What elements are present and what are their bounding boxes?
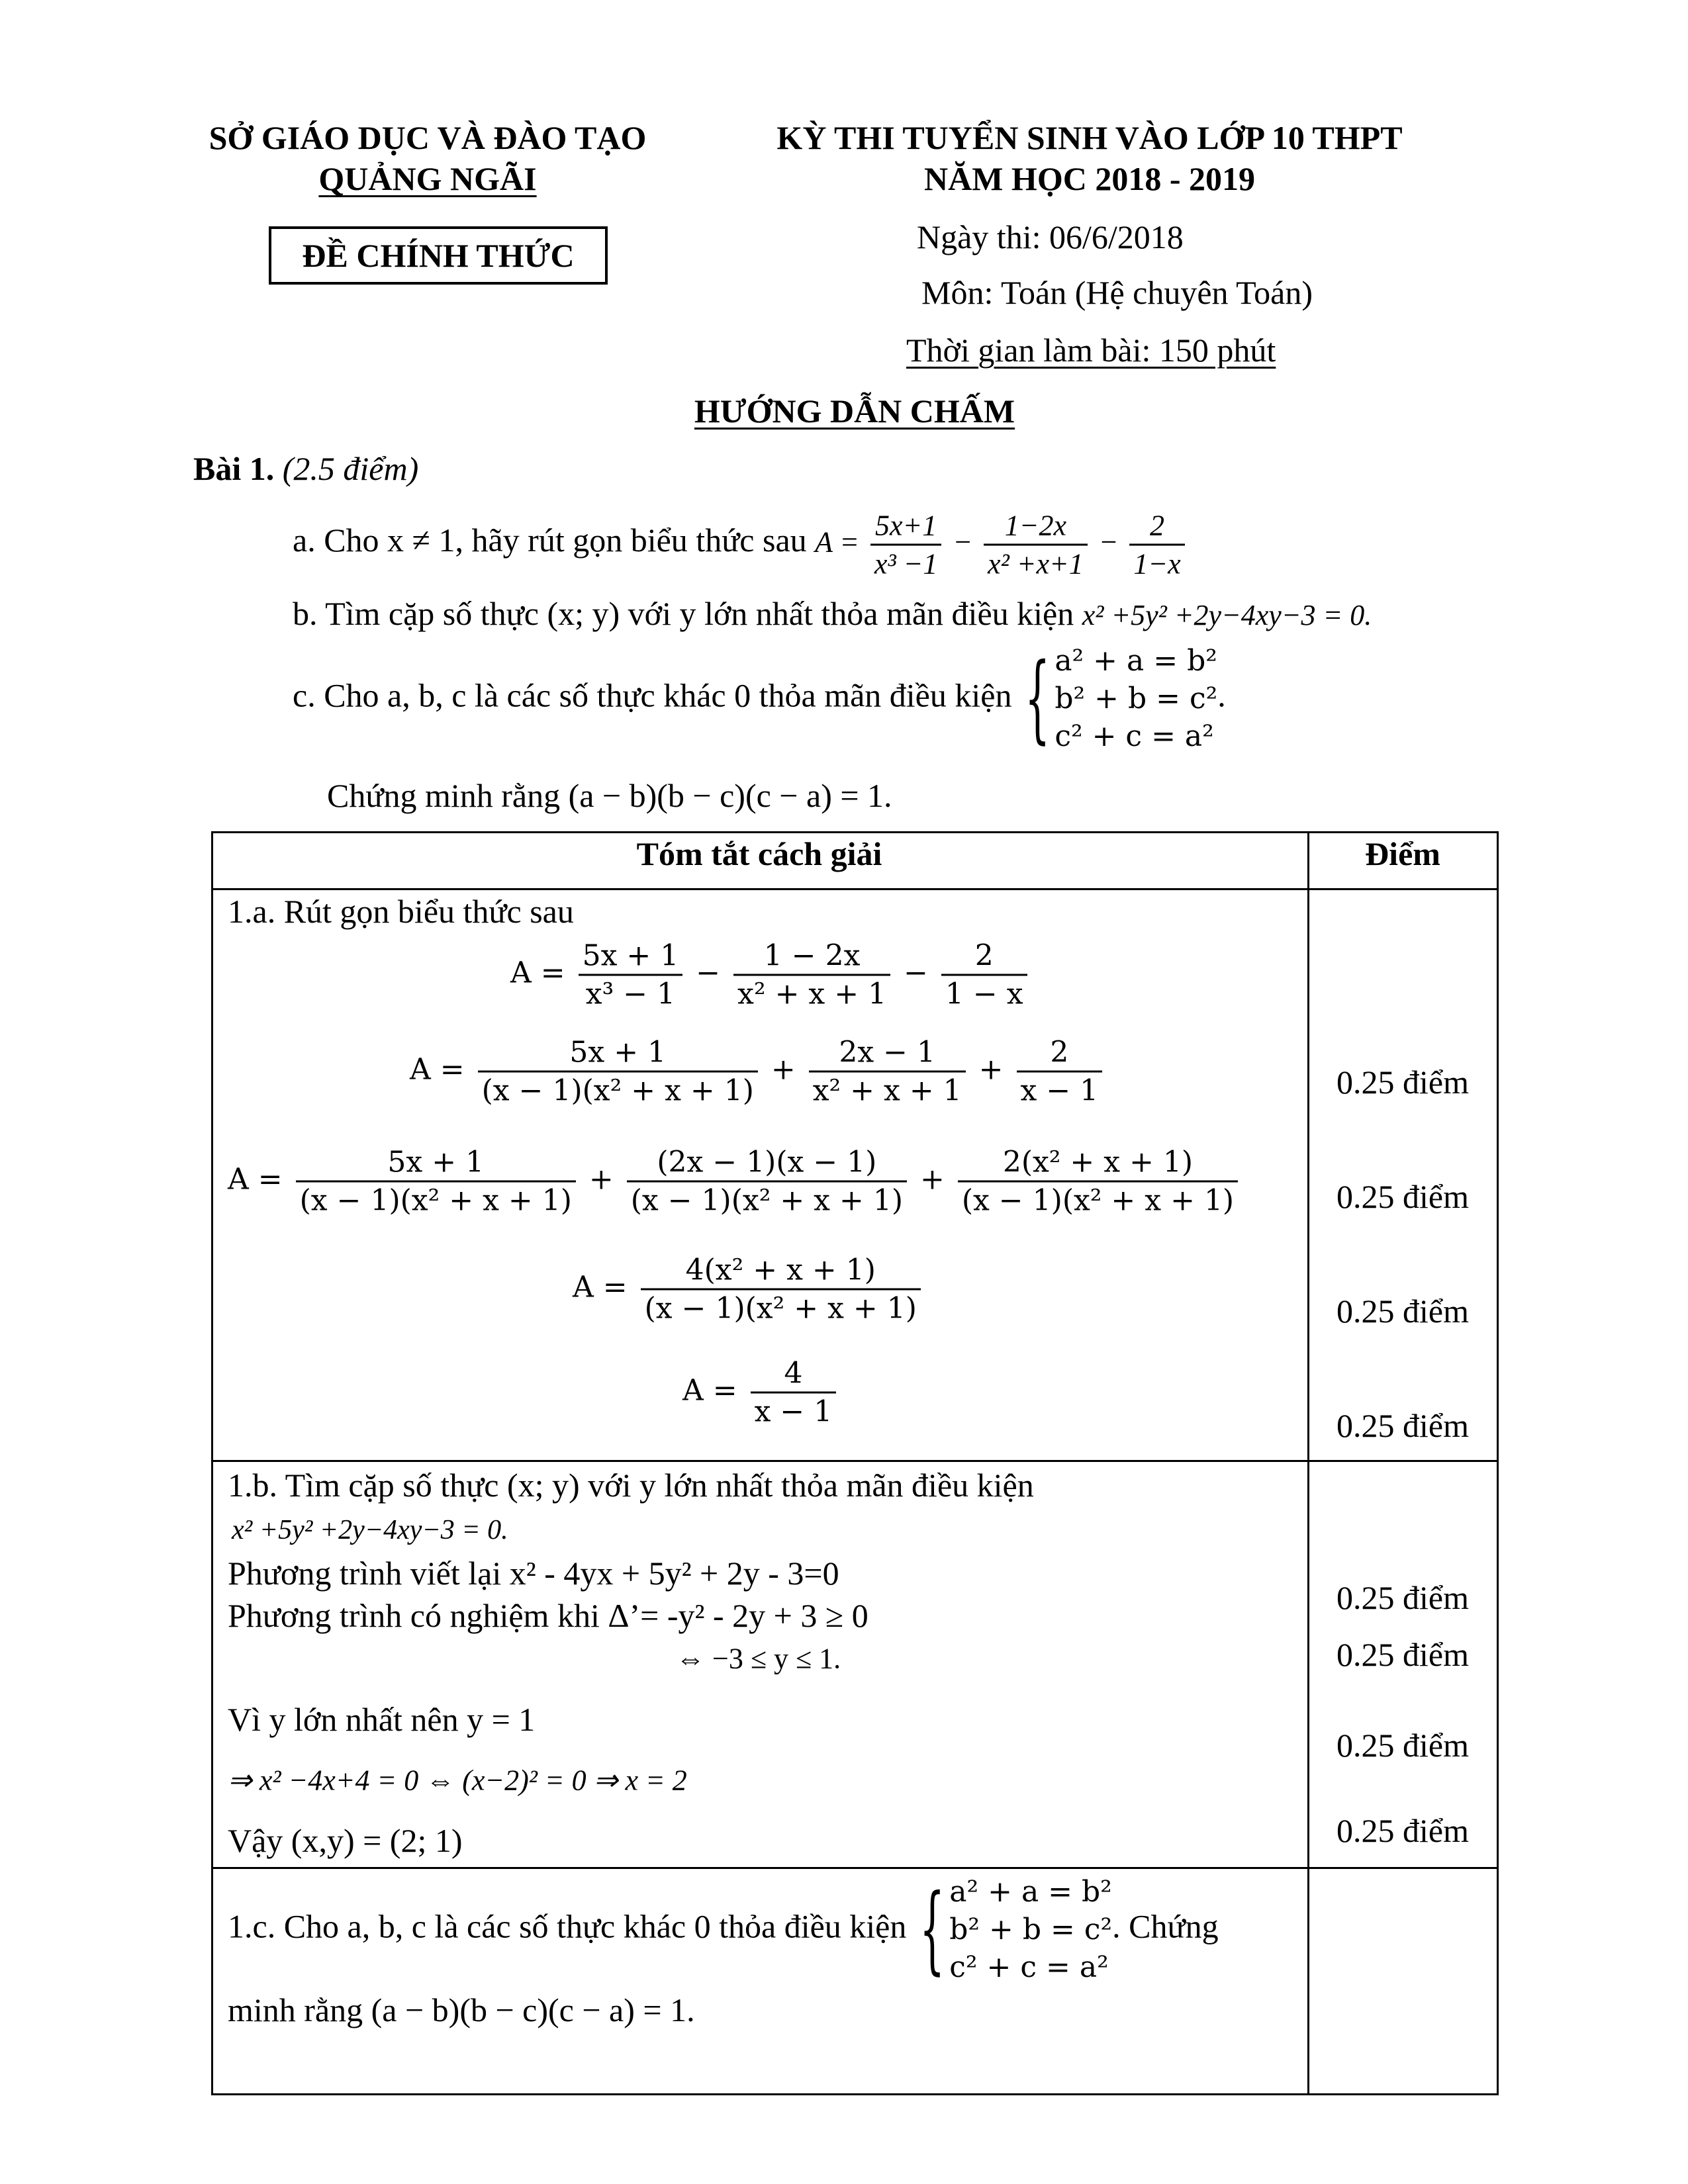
formula-term: A =: [228, 1162, 292, 1197]
row-b-max-y: Vì y lớn nhất nên y = 1: [228, 1701, 536, 1738]
fraction: [627, 1144, 907, 1219]
header-solution: Tóm tắt cách giải: [636, 835, 882, 872]
score: 0.25 điểm: [1336, 1812, 1469, 1849]
system-equation: c² + c = a²: [949, 1950, 1109, 1985]
denominator: x − 1: [1020, 1073, 1099, 1108]
row-b-range: ⇔ −3 ≤ y ≤ 1.: [676, 1642, 841, 1675]
system-equation: b² + b = c²: [949, 1913, 1113, 1947]
denominator: (x − 1)(x² + x + 1): [299, 1183, 572, 1218]
score: 0.25 điểm: [1336, 1293, 1469, 1330]
exam-date: Ngày thi: 06/6/2018: [917, 218, 1184, 255]
fraction: [478, 1034, 758, 1109]
exam-subject: Môn: Toán (Hệ chuyên Toán): [921, 274, 1313, 311]
numerator: 5x + 1: [478, 1034, 758, 1073]
row-b-heading: 1.b. Tìm cặp số thực (x; y) với y lớn nhất thỏa mãn điều kiện: [228, 1467, 1034, 1504]
score: 0.25 điểm: [1336, 1064, 1469, 1101]
department-name: SỞ GIÁO DỤC VÀ ĐÀO TẠO: [209, 119, 647, 156]
page-title: HƯỚNG DẪN CHẤM: [694, 392, 1015, 430]
fraction: [641, 1252, 921, 1327]
column-divider: [1307, 831, 1309, 2095]
denominator: (x − 1)(x² + x + 1): [961, 1183, 1235, 1218]
row-a-formula-3: [228, 1144, 1242, 1219]
part-c-text: c. Cho a, b, c là các số thực khác 0 thỏa mãn điều kiện: [293, 676, 1012, 714]
part-b-text: b. Tìm cặp số thực (x; y) với y lớn nhất thỏa mãn điều kiện: [293, 595, 1074, 632]
prove-statement: Chứng minh rằng (a − b)(b − c)(c − a) = 1.: [327, 777, 892, 814]
fraction: [870, 508, 941, 582]
denominator: x − 1: [754, 1394, 833, 1429]
formula-term: −: [1091, 525, 1126, 559]
score: 0.25 điểm: [1336, 1178, 1469, 1215]
row-a-formula-1: [510, 938, 1031, 1013]
denominator: x³ − 1: [585, 977, 676, 1011]
formula-term: A =: [815, 525, 867, 559]
part-c-suffix: .: [1217, 676, 1226, 714]
fraction: [984, 508, 1088, 582]
problem-points: (2.5 điểm): [282, 450, 419, 487]
row-c-statement: [228, 1873, 1219, 1987]
row-b-answer: Vậy (x,y) = (2; 1): [228, 1822, 463, 1859]
numerator: 2(x² + x + 1): [958, 1144, 1238, 1183]
row-divider: [211, 888, 1499, 890]
denominator: 1 − x: [945, 977, 1023, 1011]
system-equation: b² + b = c²: [1055, 682, 1218, 716]
formula-term: −: [686, 956, 730, 990]
school-year: NĂM HỌC 2018 - 2019: [924, 160, 1255, 197]
problem-label: Bài 1.: [193, 450, 275, 487]
part-c-statement: [293, 642, 1226, 756]
problem-heading: [193, 449, 418, 488]
part-b-formula: x² +5y² +2y−4xy−3 = 0.: [1082, 599, 1372, 631]
row-divider: [211, 1460, 1499, 1462]
brace-icon: {: [1025, 643, 1051, 754]
numerator: 2: [1017, 1034, 1103, 1073]
fraction: [296, 1144, 576, 1219]
fraction: [1129, 508, 1184, 582]
row-c-text-2: minh rằng (a − b)(b − c)(c − a) = 1.: [228, 1991, 695, 2028]
row-a-formula-2: [410, 1034, 1106, 1109]
fraction: [733, 938, 890, 1013]
denominator: x² +x+1: [988, 547, 1084, 580]
fraction: [579, 938, 683, 1013]
row-divider: [211, 1867, 1499, 1869]
fraction: [1017, 1034, 1103, 1109]
part-a-formula: [815, 509, 1188, 580]
official-exam-badge: ĐỀ CHÍNH THỨC: [269, 226, 608, 285]
fraction: [958, 1144, 1238, 1219]
row-c-suffix: . Chứng: [1112, 1907, 1219, 1945]
denominator: x² + x + 1: [737, 977, 887, 1011]
denominator: x³ −1: [874, 547, 938, 580]
part-a-text: a. Cho x ≠ 1, hãy rút gọn biểu thức sau: [293, 522, 807, 559]
row-c-text: 1.c. Cho a, b, c là các số thực khác 0 thỏa điều kiện: [228, 1907, 907, 1945]
numerator: 5x + 1: [579, 938, 683, 976]
formula-term: +: [579, 1162, 623, 1197]
numerator: 1 − 2x: [733, 938, 890, 976]
fraction: [809, 1034, 966, 1109]
denominator: (x − 1)(x² + x + 1): [481, 1073, 754, 1108]
formula-term: −: [945, 525, 980, 559]
row-b-discriminant: Phương trình có nghiệm khi Δ’= -y² - 2y + 3 ≥ 0: [228, 1597, 868, 1634]
numerator: (2x − 1)(x − 1): [627, 1144, 907, 1183]
brace-icon: {: [919, 1874, 945, 1985]
system-equation: a² + a = b²: [949, 1875, 1112, 1909]
part-b-statement: [293, 594, 1372, 633]
denominator: 1−x: [1133, 547, 1181, 580]
fraction: [941, 938, 1027, 1013]
denominator: x² + x + 1: [812, 1073, 962, 1108]
numerator: 4(x² + x + 1): [641, 1252, 921, 1291]
formula-term: A =: [410, 1052, 474, 1087]
score: 0.25 điểm: [1336, 1579, 1469, 1616]
part-a-statement: [293, 508, 1189, 582]
fraction: [751, 1355, 837, 1430]
row-a-formula-5: [682, 1355, 840, 1430]
numerator: 1−2x: [984, 508, 1088, 546]
formula-term: +: [969, 1052, 1013, 1087]
part-c-system: [1020, 642, 1217, 756]
numerator: 2x − 1: [809, 1034, 966, 1073]
numerator: 2: [941, 938, 1027, 976]
formula-term: +: [911, 1162, 954, 1197]
score: 0.25 điểm: [1336, 1407, 1469, 1444]
row-b-rewrite: Phương trình viết lại x² - 4yx + 5y² + 2y - 3=0: [228, 1555, 839, 1592]
province-name: QUẢNG NGÃI: [318, 160, 537, 197]
score: 0.25 điểm: [1336, 1727, 1469, 1764]
score: 0.25 điểm: [1336, 1636, 1469, 1673]
row-a-formula-4: [573, 1252, 925, 1327]
denominator: (x − 1)(x² + x + 1): [644, 1291, 917, 1326]
system-equation: c² + c = a²: [1055, 719, 1214, 754]
formula-term: A =: [682, 1373, 747, 1408]
row-b-condition: x² +5y² +2y−4xy−3 = 0.: [232, 1515, 508, 1545]
formula-term: A =: [510, 956, 575, 990]
system-equation: a² + a = b²: [1055, 644, 1217, 678]
numerator: 4: [751, 1355, 837, 1394]
row-c-system: [915, 1873, 1112, 1987]
denominator: (x − 1)(x² + x + 1): [630, 1183, 903, 1218]
formula-term: +: [761, 1052, 805, 1087]
exam-duration: Thời gian làm bài: 150 phút: [906, 332, 1276, 369]
numerator: 2: [1129, 508, 1184, 546]
numerator: 5x + 1: [296, 1144, 576, 1183]
numerator: 5x+1: [870, 508, 941, 546]
exam-title: KỲ THI TUYỂN SINH VÀO LỚP 10 THPT: [776, 119, 1403, 156]
formula-term: −: [894, 956, 937, 990]
header-points: Điểm: [1365, 835, 1440, 872]
row-b-solve-x: ⇒ x² −4x+4 = 0 ⇔ (x−2)² = 0 ⇒ x = 2: [228, 1764, 687, 1797]
formula-term: A =: [573, 1270, 637, 1304]
row-a-heading: 1.a. Rút gọn biểu thức sau: [228, 893, 574, 930]
